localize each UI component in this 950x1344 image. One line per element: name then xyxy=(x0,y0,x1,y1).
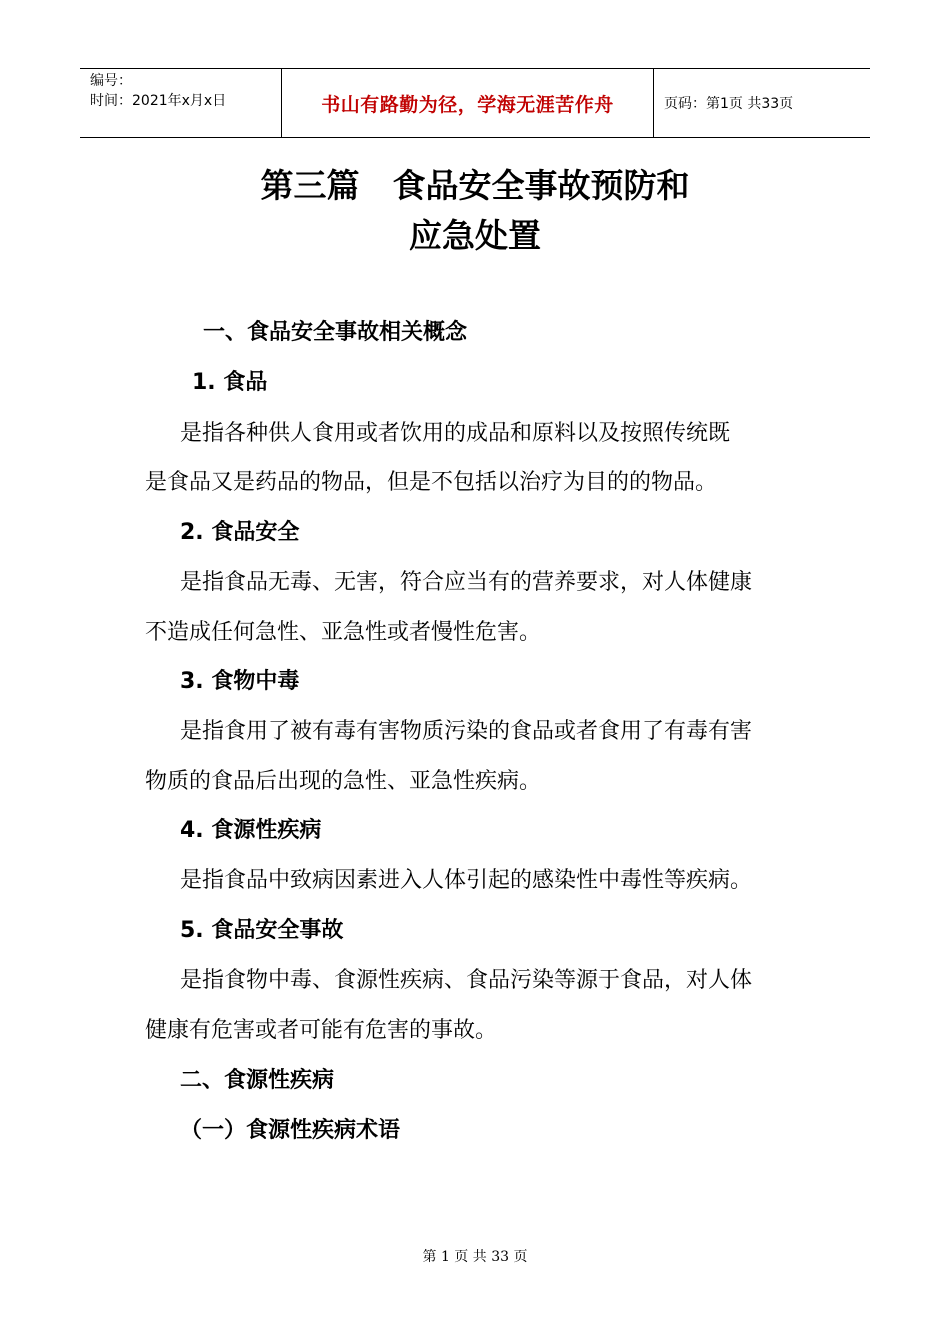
paragraph-line: 物质的食品后出现的急性、亚急性疾病。 xyxy=(145,769,542,794)
paragraph-line: 是食品又是药品的物品，但是不包括以治疗为目的的物品。 xyxy=(145,470,718,495)
subsection-heading: （一）食源性疾病术语 xyxy=(180,1118,401,1143)
header-motto-cell xyxy=(281,69,654,137)
paragraph-line: 是指食品无毒、无害，符合应当有的营养要求，对人体健康 xyxy=(180,570,753,595)
section-heading-1: 一、食品安全事故相关概念 xyxy=(203,320,468,345)
motto-text: 书山有路勤为径，学海无涯苦作舟 xyxy=(321,93,614,116)
term-heading-4: 4. 食源性疾病 xyxy=(180,818,322,843)
header-page-info: 页码：第1页 共33页 xyxy=(664,96,794,112)
paragraph-line: 健康有危害或者可能有危害的事故。 xyxy=(145,1018,498,1043)
time-label: 时间：2021年x月x日 xyxy=(90,93,227,109)
header-page-cell xyxy=(654,69,870,137)
term-heading-5: 5. 食品安全事故 xyxy=(180,918,344,943)
section-heading-2: 二、食源性疾病 xyxy=(180,1068,335,1093)
page-header xyxy=(80,68,870,138)
document-title-line2: 应急处置 xyxy=(409,216,541,255)
page-footer: 第 1 页 共 33 页 xyxy=(422,1249,528,1265)
paragraph-line: 是指食品中致病因素进入人体引起的感染性中毒性等疾病。 xyxy=(180,868,753,893)
paragraph-line: 是指食用了被有毒有害物质污染的食品或者食用了有毒有害 xyxy=(180,719,753,744)
term-heading-1: 1. 食品 xyxy=(192,370,268,395)
term-heading-3: 3. 食物中毒 xyxy=(180,669,300,694)
paragraph-line: 不造成任何急性、亚急性或者慢性危害。 xyxy=(145,620,542,645)
serial-label: 编号： xyxy=(90,73,132,89)
paragraph-line: 是指各种供人食用或者饮用的成品和原料以及按照传统既 xyxy=(180,421,731,446)
term-heading-2: 2. 食品安全 xyxy=(180,520,300,545)
header-left-cell xyxy=(80,69,281,137)
document-title-line1: 第三篇 食品安全事故预防和 xyxy=(260,166,690,205)
paragraph-line: 是指食物中毒、食源性疾病、食品污染等源于食品，对人体 xyxy=(180,968,753,993)
